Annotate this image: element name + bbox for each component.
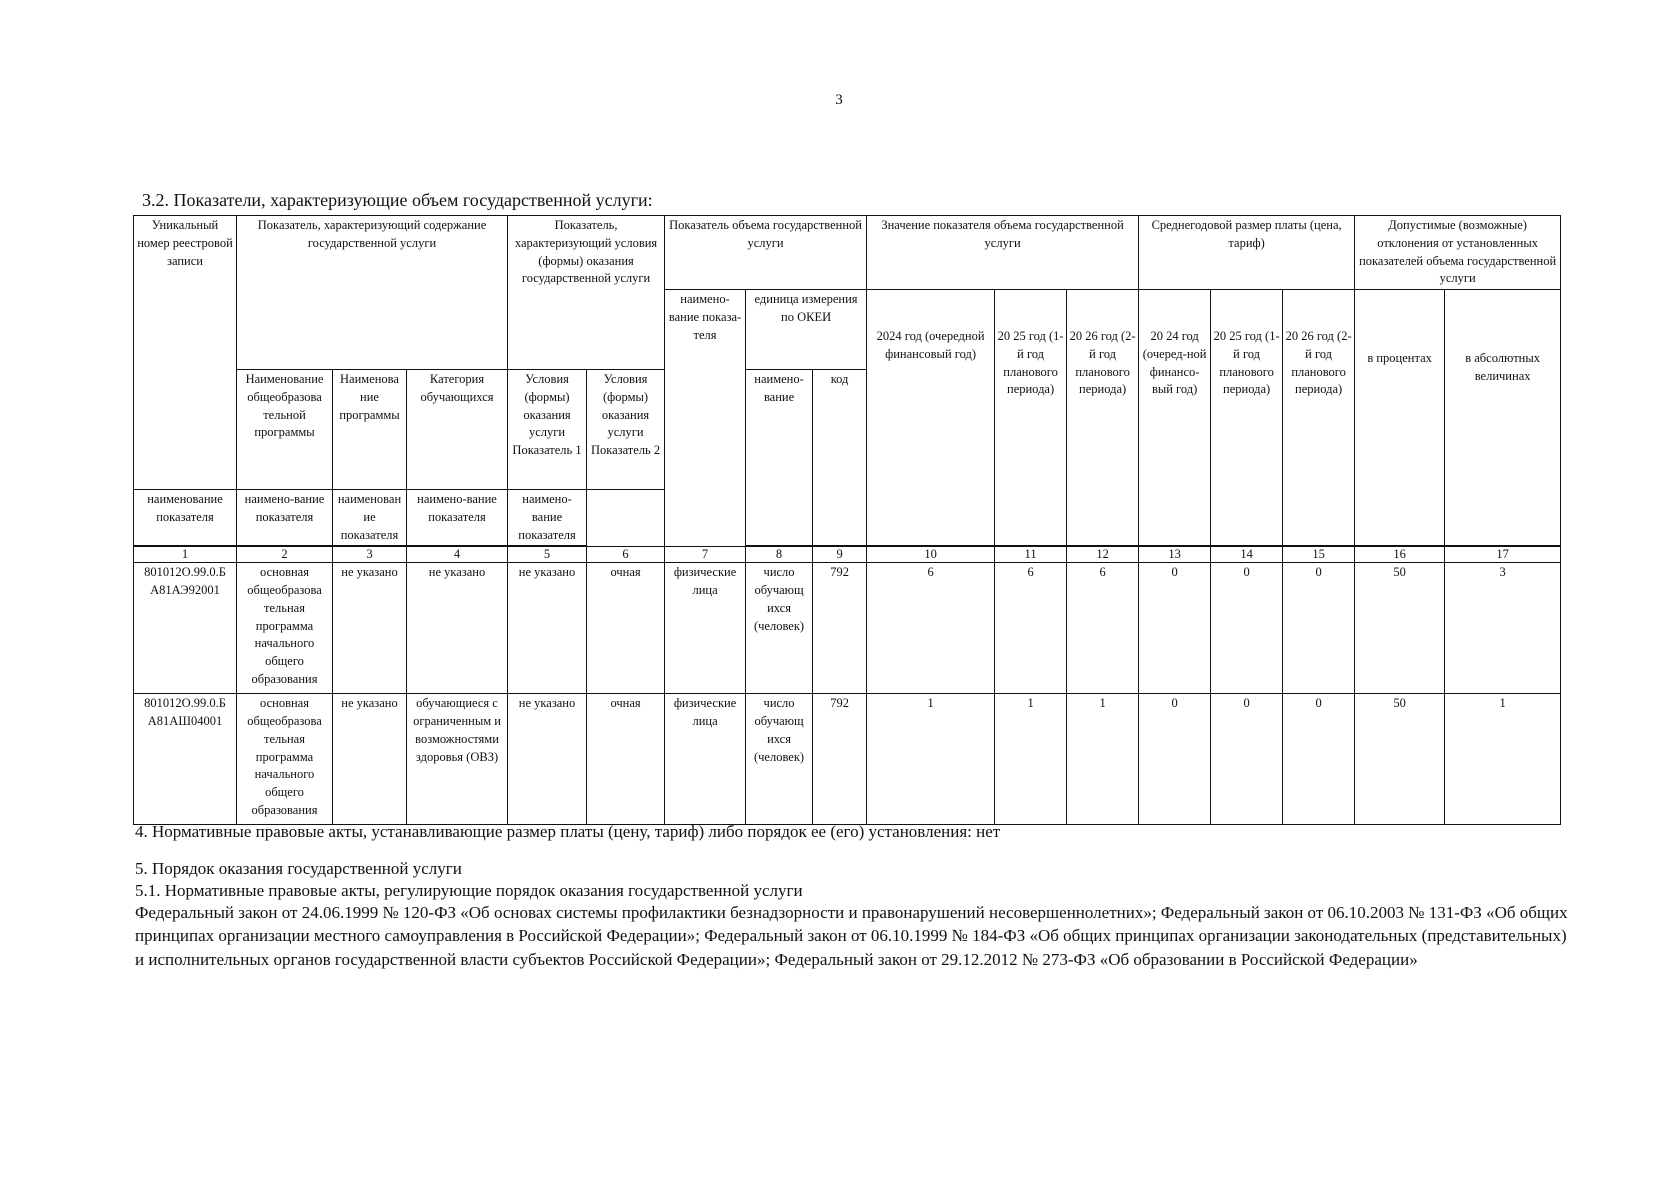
cell-unit-name: число обучающ ихся (человек)	[746, 694, 813, 825]
header-program-title: Наименова ние программы	[333, 370, 407, 490]
table-row	[134, 694, 1561, 825]
header-allowed-deviation: Допустимые (возможные) отклонения от установленных показателей объема государственной услуги	[1355, 216, 1561, 290]
cell-price-2025: 0	[1211, 563, 1283, 694]
header-condition-1: Условия (формы) оказания услуги Показатель 1	[508, 370, 587, 490]
column-number: 2	[237, 547, 333, 563]
cell-condition-2: очная	[587, 694, 665, 825]
laws-text: Федеральный закон от 24.06.1999 № 120-ФЗ «Об основах системы профилактики безнадзорности и правонарушений несовершеннолетних»; Федеральный закон от 06.10.2003 № 131-ФЗ «Об общих принципах организации местного самоуправления в Российской Федерации»; Федеральный закон от 06.10.1999 № 184-ФЗ «Об общих принципах организации законодательных (представительных) и исполнительных органов государственной власти субъектов Российской Федерации»; Федеральный закон от 29.12.2012 № 273-ФЗ «Об образовании в Российской Федерации»	[135, 903, 1568, 969]
section-4-text: 4. Нормативные правовые акты, устанавливающие размер платы (цену, тариф) либо порядок ее (его) установления: нет	[135, 822, 1001, 841]
cell-program-name: не указано	[333, 694, 407, 825]
column-number: 1	[134, 547, 237, 563]
header-conditions-indicator: Показатель, характеризующий условия (формы) оказания государственной услуги	[508, 216, 665, 370]
table-row	[134, 563, 1561, 694]
header-unique-number: Уникальный номер реестровой записи	[134, 216, 237, 490]
column-number: 14	[1211, 547, 1283, 563]
cell-program: основная общеобразова тельная программа начального общего образования	[237, 694, 333, 825]
header-volume-value: Значение показателя объема государственной услуги	[867, 216, 1139, 290]
header-deviation-absolute: в абсолютных величинах	[1445, 290, 1561, 546]
header-content-indicator: Показатель, характеризующий содержание государственной услуги	[237, 216, 508, 370]
cell-unit-name: число обучающ ихся (человек)	[746, 563, 813, 694]
column-numbers-row	[134, 547, 1561, 563]
column-number: 3	[333, 547, 407, 563]
header-price-2025: 20 25 год (1-й год планового периода)	[1211, 290, 1283, 546]
cell-price-2025: 0	[1211, 694, 1283, 825]
cell-volume-name: физические лица	[665, 694, 746, 825]
header-price-2024: 20 24 год (очеред-ной финансо-вый год)	[1139, 290, 1211, 546]
cell-value-2025: 6	[995, 563, 1067, 694]
header-unit-code: код	[813, 370, 867, 546]
label-indicator-name-3: наименование показателя	[333, 490, 407, 546]
page-number: 3	[835, 92, 843, 108]
header-deviation-percent: в процентах	[1355, 290, 1445, 546]
cell-deviation-absolute: 1	[1445, 694, 1561, 825]
cell-condition-1: не указано	[508, 694, 587, 825]
cell-price-2026: 0	[1283, 563, 1355, 694]
label-indicator-name-4: наимено-вание показателя	[407, 490, 508, 546]
header-okei-unit: единица измерения по ОКЕИ	[746, 290, 867, 370]
cell-deviation-percent: 50	[1355, 563, 1445, 694]
cell-condition-1: не указано	[508, 563, 587, 694]
column-number: 15	[1283, 547, 1355, 563]
section-title: 3.2. Показатели, характеризующие объем государственной услуги:	[142, 190, 653, 210]
header-condition-2: Условия (формы) оказания услуги Показатель 2	[587, 370, 665, 490]
header-volume-name: наимено-вание показа-теля	[665, 290, 746, 547]
header-student-category: Категория обучающихся	[407, 370, 508, 490]
header-average-price: Среднегодовой размер платы (цена, тариф)	[1139, 216, 1355, 290]
header-value-2024: 2024 год (очередной финансовый год)	[867, 290, 995, 546]
cell-volume-name: физические лица	[665, 563, 746, 694]
cell-deviation-percent: 50	[1355, 694, 1445, 825]
cell-price-2026: 0	[1283, 694, 1355, 825]
header-price-2026: 20 26 год (2-й год планового периода)	[1283, 290, 1355, 546]
column-number: 6	[587, 547, 665, 563]
label-indicator-name-1: наименование показателя	[134, 490, 237, 546]
column-number: 11	[995, 547, 1067, 563]
volume-indicators-table	[133, 215, 1561, 825]
column-number: 16	[1355, 547, 1445, 563]
label-indicator-name-2: наимено-вание показателя	[237, 490, 333, 546]
cell-category: обучающиеся с ограниченным и возможностями здоровья (ОВЗ)	[407, 694, 508, 825]
cell-value-2025: 1	[995, 694, 1067, 825]
header-value-2025: 20 25 год (1-й год планового периода)	[995, 290, 1067, 546]
section-5-title: 5. Порядок оказания государственной услуги	[135, 859, 462, 878]
cell-unit-code: 792	[813, 563, 867, 694]
cell-program: основная общеобразова тельная программа начального общего образования	[237, 563, 333, 694]
header-volume-indicator: Показатель объема государственной услуги	[665, 216, 867, 290]
column-number: 13	[1139, 547, 1211, 563]
column-number: 17	[1445, 547, 1561, 563]
header-unit-name: наимено-вание	[746, 370, 813, 546]
cell-deviation-absolute: 3	[1445, 563, 1561, 694]
cell-value-2024: 1	[867, 694, 995, 825]
header-program-name: Наименование общеобразова тельной программы	[237, 370, 333, 490]
cell-registry-id: 801012О.99.0.Б А81АШ04001	[134, 694, 237, 825]
cell-unit-code: 792	[813, 694, 867, 825]
cell-value-2024: 6	[867, 563, 995, 694]
cell-value-2026: 6	[1067, 563, 1139, 694]
cell-price-2024: 0	[1139, 694, 1211, 825]
column-number: 9	[813, 547, 867, 563]
cell-registry-id: 801012О.99.0.Б А81АЭ92001	[134, 563, 237, 694]
section-5-1-title: 5.1. Нормативные правовые акты, регулирующие порядок оказания государственной услуги	[135, 881, 803, 900]
header-value-2026: 20 26 год (2-й год планового периода)	[1067, 290, 1139, 546]
column-number: 7	[665, 547, 746, 563]
column-number: 10	[867, 547, 995, 563]
cell-condition-2: очная	[587, 563, 665, 694]
column-number: 8	[746, 547, 813, 563]
label-indicator-name-5: наимено-вание показателя	[508, 490, 587, 546]
cell-value-2026: 1	[1067, 694, 1139, 825]
cell-category: не указано	[407, 563, 508, 694]
column-number: 4	[407, 547, 508, 563]
cell-price-2024: 0	[1139, 563, 1211, 694]
column-number: 12	[1067, 547, 1139, 563]
cell-program-name: не указано	[333, 563, 407, 694]
column-number: 5	[508, 547, 587, 563]
